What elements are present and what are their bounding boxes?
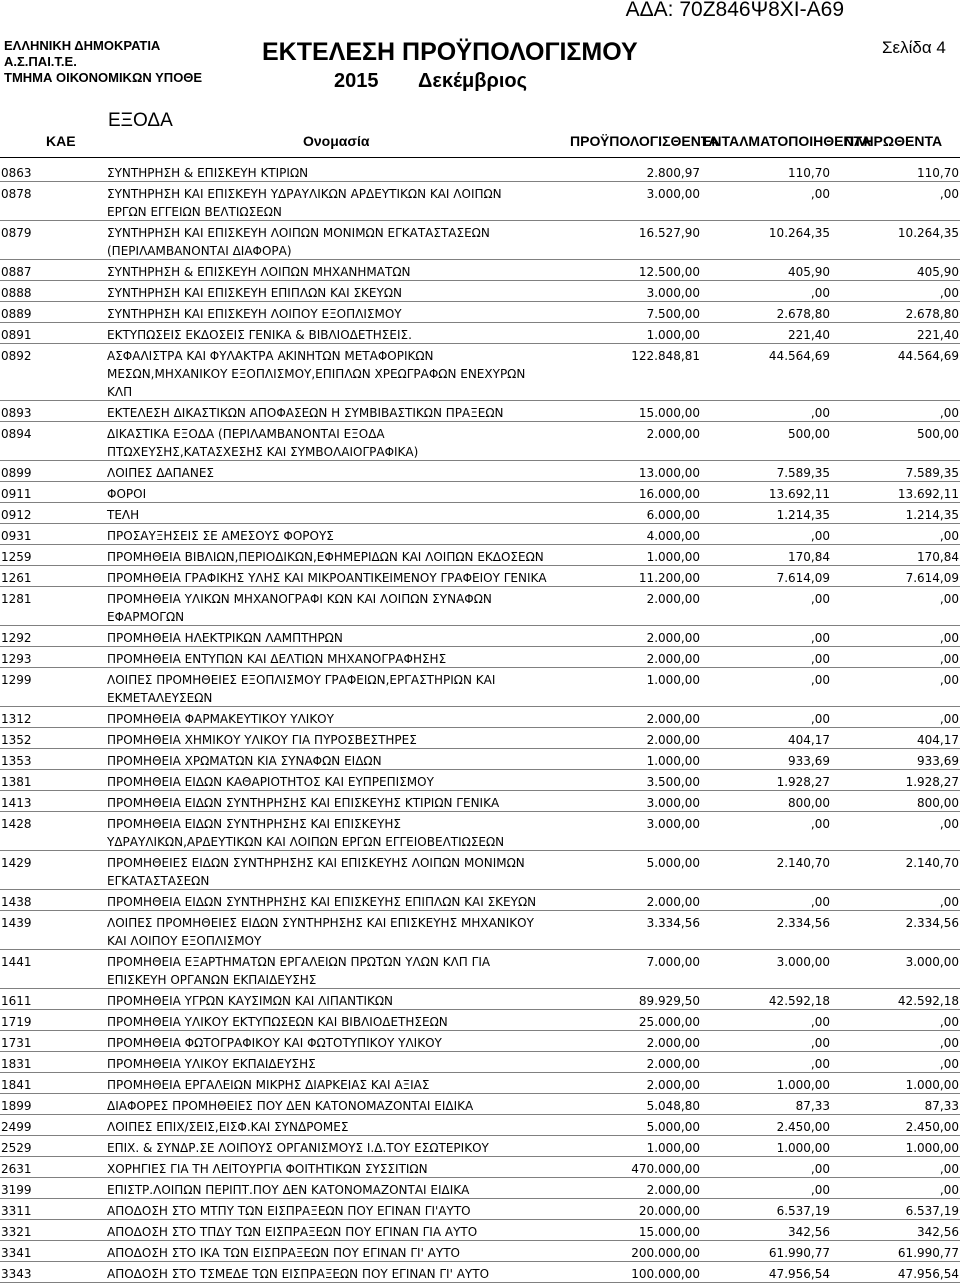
row-name: ΠΡΟΜΗΘΕΙΑ ΥΛΙΚΩΝ ΜΗΧΑΝΟΓΡΑΦΙ ΚΩΝ ΚΑΙ ΛΟΙΠΩΝ ΣΥΝΑΦΩΝ xyxy=(107,592,492,606)
table-row xyxy=(0,323,960,344)
table-row xyxy=(0,791,960,812)
row-paid: 7.614,09 xyxy=(905,571,959,585)
table-row xyxy=(0,281,960,302)
row-kae: 1413 xyxy=(1,796,32,810)
col-committed: ΕΝΤΑΛΜΑΤΟΠΟΙΗΘΕΝΤΑ xyxy=(702,133,872,149)
row-kae: 3311 xyxy=(1,1204,32,1218)
row-name: ΛΟΙΠΕΣ ΕΠΙΧ/ΣΕΙΣ,ΕΙΣΦ.ΚΑΙ ΣΥΝΔΡΟΜΕΣ xyxy=(107,1120,349,1134)
row-committed: ,00 xyxy=(810,406,830,420)
row-paid: 2.140,70 xyxy=(905,856,959,870)
row-name: ΣΥΝΤΗΡΗΣΗ & ΕΠΙΣΚΕΥΗ ΛΟΙΠΩΝ ΜΗΧΑΝΗΜΑΤΩΝ xyxy=(107,265,411,279)
row-name: ΠΡΟΜΗΘΕΙΑ ΦΩΤΟΓΡΑΦΙΚΟΥ ΚΑΙ ΦΩΤΟΤΥΠΙΚΟΥ ΥΛΙΚΟΥ xyxy=(107,1036,442,1050)
row-kae: 2631 xyxy=(1,1162,32,1176)
row-paid: ,00 xyxy=(939,712,959,726)
row-paid: 2.450,00 xyxy=(905,1120,959,1134)
section-title: ΕΞΟΔΑ xyxy=(108,110,173,131)
row-kae: 0889 xyxy=(1,307,32,321)
table-row xyxy=(0,587,960,626)
row-paid: 500,00 xyxy=(917,427,959,441)
row-paid: ,00 xyxy=(939,592,959,606)
org-line-2: Α.Σ.ΠΑΙ.Τ.Ε. xyxy=(4,54,77,69)
row-committed: ,00 xyxy=(810,1036,830,1050)
row-name: ΠΡΟΜΗΘΕΙΕΣ ΕΙΔΩΝ ΣΥΝΤΗΡΗΣΗΣ ΚΑΙ ΕΠΙΣΚΕΥΗΣ ΛΟΙΠΩΝ ΜΟΝΙΜΩΝ xyxy=(107,856,525,870)
row-committed: 1.214,35 xyxy=(776,508,830,522)
table-row xyxy=(0,161,960,182)
table-row xyxy=(0,770,960,791)
row-kae: 0888 xyxy=(1,286,32,300)
row-name-line2: ΠΤΩΧΕΥΣΗΣ,ΚΑΤΑΣΧΕΣΗΣ ΚΑΙ ΣΥΜΒΟΛΑΙΟΓΡΑΦΙΚΑ) xyxy=(107,445,419,459)
table-row xyxy=(0,851,960,890)
table-row xyxy=(0,545,960,566)
row-name-line2: ΕΦΑΡΜΟΓΩΝ xyxy=(107,610,185,624)
row-name: ΠΡΟΜΗΘΕΙΑ ΕΡΓΑΛΕΙΩΝ ΜΙΚΡΗΣ ΔΙΑΡΚΕΙΑΣ ΚΑΙ ΑΞΙΑΣ xyxy=(107,1078,430,1092)
row-budgeted: 3.500,00 xyxy=(646,775,700,789)
row-budgeted: 20.000,00 xyxy=(638,1204,700,1218)
row-kae: 1611 xyxy=(1,994,32,1008)
table-row xyxy=(0,1157,960,1178)
row-kae: 1299 xyxy=(1,673,32,687)
row-name: ΛΟΙΠΕΣ ΠΡΟΜΗΘΕΙΕΣ ΕΙΔΩΝ ΣΥΝΤΗΡΗΣΗΣ ΚΑΙ ΕΠΙΣΚΕΥΗΣ ΜΗΧΑΝΙΚΟΥ xyxy=(107,916,534,930)
row-budgeted: 5.000,00 xyxy=(646,1120,700,1134)
row-kae: 1261 xyxy=(1,571,32,585)
row-budgeted: 3.000,00 xyxy=(646,187,700,201)
row-paid: ,00 xyxy=(939,529,959,543)
row-budgeted: 7.500,00 xyxy=(646,307,700,321)
table-row xyxy=(0,1136,960,1157)
row-committed: ,00 xyxy=(810,1057,830,1071)
row-name: ΣΥΝΤΗΡΗΣΗ & ΕΠΙΣΚΕΥΗ ΚΤΙΡΙΩΝ xyxy=(107,166,309,180)
row-kae: 1731 xyxy=(1,1036,32,1050)
row-budgeted: 1.000,00 xyxy=(646,673,700,687)
row-committed: ,00 xyxy=(810,529,830,543)
row-name: ΣΥΝΤΗΡΗΣΗ ΚΑΙ ΕΠΙΣΚΕΥΗ ΕΠΙΠΛΩΝ ΚΑΙ ΣΚΕΥΩΝ xyxy=(107,286,402,300)
row-committed: ,00 xyxy=(810,652,830,666)
row-committed: ,00 xyxy=(810,592,830,606)
table-row xyxy=(0,890,960,911)
row-paid: 2.334,56 xyxy=(905,916,959,930)
row-kae: 1292 xyxy=(1,631,32,645)
row-paid: 13.692,11 xyxy=(897,487,959,501)
col-name: Ονομασία xyxy=(303,133,370,149)
table-row xyxy=(0,260,960,281)
row-paid: 404,17 xyxy=(917,733,959,747)
row-paid: 1.928,27 xyxy=(905,775,959,789)
row-budgeted: 16.527,90 xyxy=(638,226,700,240)
row-name: ΑΠΟΔΟΣΗ ΣΤΟ ΙΚΑ ΤΩΝ ΕΙΣΠΡΑΞΕΩΝ ΠΟΥ ΕΓΙΝΑΝ ΓΙ' ΑΥΤΟ xyxy=(107,1246,460,1260)
row-budgeted: 100.000,00 xyxy=(631,1267,700,1281)
row-name: ΠΡΟΜΗΘΕΙΑ ΦΑΡΜΑΚΕΥΤΙΚΟΥ ΥΛΙΚΟΥ xyxy=(107,712,334,726)
header-rule xyxy=(0,157,960,158)
row-committed: 342,56 xyxy=(788,1225,830,1239)
row-name: ΠΡΟΜΗΘΕΙΑ ΗΛΕΚΤΡΙΚΩΝ ΛΑΜΠΤΗΡΩΝ xyxy=(107,631,343,645)
row-kae: 3343 xyxy=(1,1267,32,1281)
row-kae: 3321 xyxy=(1,1225,32,1239)
row-committed: ,00 xyxy=(810,673,830,687)
row-name: ΑΠΟΔΟΣΗ ΣΤΟ ΤΠΔΥ ΤΩΝ ΕΙΣΠΡΑΞΕΩΝ ΠΟΥ ΕΓΙΝΑΝ ΓΙΑ ΑΥΤΟ xyxy=(107,1225,478,1239)
row-paid: ,00 xyxy=(939,1183,959,1197)
row-committed: 13.692,11 xyxy=(768,487,830,501)
row-budgeted: 2.000,00 xyxy=(646,592,700,606)
row-name: ΠΡΟΜΗΘΕΙΑ ΓΡΑΦΙΚΗΣ ΥΛΗΣ ΚΑΙ ΜΙΚΡΟΑΝΤΙΚΕΙΜΕΝΟΥ ΓΡΑΦΕΙΟΥ ΓΕΝΙΚΑ xyxy=(107,571,547,585)
table-row xyxy=(0,812,960,851)
row-name-line2: ΕΠΙΣΚΕΥΗ ΟΡΓΑΝΩΝ ΕΚΠΑΙΔΕΥΣΗΣ xyxy=(107,973,317,987)
row-name: ΔΙΚΑΣΤΙΚΑ ΕΞΟΔΑ (ΠΕΡΙΛΑΜΒΑΝΟΝΤΑΙ ΕΞΟΔΑ xyxy=(107,427,385,441)
table-row xyxy=(0,668,960,707)
table-row xyxy=(0,503,960,524)
row-name: ΠΡΟΜΗΘΕΙΑ ΕΙΔΩΝ ΣΥΝΤΗΡΗΣΗΣ ΚΑΙ ΕΠΙΣΚΕΥΗΣ ΕΠΙΠΛΩΝ ΚΑΙ ΣΚΕΥΩΝ xyxy=(107,895,537,909)
row-kae: 1281 xyxy=(1,592,32,606)
row-name: ΠΡΟΜΗΘΕΙΑ ΧΗΜΙΚΟΥ ΥΛΙΚΟΥ ΓΙΑ ΠΥΡΟΣΒΕΣΤΗΡΕΣ xyxy=(107,733,417,747)
table-row xyxy=(0,566,960,587)
table-row xyxy=(0,749,960,770)
row-budgeted: 2.000,00 xyxy=(646,712,700,726)
row-budgeted: 2.000,00 xyxy=(646,1183,700,1197)
table-row xyxy=(0,728,960,749)
row-kae: 0887 xyxy=(1,265,32,279)
row-committed: 1.000,00 xyxy=(776,1141,830,1155)
expense-table xyxy=(0,161,960,1283)
row-budgeted: 2.000,00 xyxy=(646,1078,700,1092)
row-paid: 1.214,35 xyxy=(905,508,959,522)
row-name: ΠΡΟΜΗΘΕΙΑ ΒΙΒΛΙΩΝ,ΠΕΡΙΟΔΙΚΩΝ,ΕΦΗΜΕΡΙΔΩΝ ΚΑΙ ΛΟΙΠΩΝ ΕΚΔΟΣΕΩΝ xyxy=(107,550,544,564)
row-name: ΠΡΟΜΗΘΕΙΑ ΥΓΡΩΝ ΚΑΥΣΙΜΩΝ ΚΑΙ ΛΙΠΑΝΤΙΚΩΝ xyxy=(107,994,394,1008)
row-paid: ,00 xyxy=(939,631,959,645)
row-kae: 1259 xyxy=(1,550,32,564)
row-committed: ,00 xyxy=(810,631,830,645)
row-kae: 0893 xyxy=(1,406,32,420)
table-row xyxy=(0,1010,960,1031)
row-committed: ,00 xyxy=(810,286,830,300)
row-paid: ,00 xyxy=(939,187,959,201)
row-kae: 1381 xyxy=(1,775,32,789)
table-row xyxy=(0,221,960,260)
row-committed: ,00 xyxy=(810,817,830,831)
row-name: ΕΚΤΕΛΕΣΗ ΔΙΚΑΣΤΙΚΩΝ ΑΠΟΦΑΣΕΩΝ Η ΣΥΜΒΙΒΑΣΤΙΚΩΝ ΠΡΑΞΕΩΝ xyxy=(107,406,504,420)
row-paid: 2.678,80 xyxy=(905,307,959,321)
row-budgeted: 7.000,00 xyxy=(646,955,700,969)
row-committed: 10.264,35 xyxy=(768,226,830,240)
row-name: ΠΡΟΜΗΘΕΙΑ ΥΛΙΚΟΥ ΕΚΠΑΙΔΕΥΣΗΣ xyxy=(107,1057,316,1071)
row-kae: 2529 xyxy=(1,1141,32,1155)
row-committed: 61.990,77 xyxy=(768,1246,830,1260)
row-budgeted: 89.929,50 xyxy=(638,994,700,1008)
row-budgeted: 1.000,00 xyxy=(646,1141,700,1155)
row-budgeted: 11.200,00 xyxy=(638,571,700,585)
row-name: ΠΡΟΣΑΥΞΗΣΕΙΣ ΣΕ ΑΜΕΣΟΥΣ ΦΟΡΟΥΣ xyxy=(107,529,334,543)
row-budgeted: 16.000,00 xyxy=(638,487,700,501)
row-name-line3: ΚΛΠ xyxy=(107,385,133,399)
table-row xyxy=(0,344,960,401)
table-row xyxy=(0,524,960,545)
row-budgeted: 2.000,00 xyxy=(646,631,700,645)
row-committed: ,00 xyxy=(810,1162,830,1176)
table-row xyxy=(0,1178,960,1199)
row-paid: ,00 xyxy=(939,1036,959,1050)
row-committed: ,00 xyxy=(810,1183,830,1197)
row-paid: 933,69 xyxy=(917,754,959,768)
row-budgeted: 2.800,97 xyxy=(646,166,700,180)
row-kae: 2499 xyxy=(1,1120,32,1134)
row-budgeted: 2.000,00 xyxy=(646,1036,700,1050)
table-row xyxy=(0,401,960,422)
table-row xyxy=(0,422,960,461)
row-committed: ,00 xyxy=(810,1015,830,1029)
row-kae: 3199 xyxy=(1,1183,32,1197)
row-budgeted: 5.048,80 xyxy=(646,1099,700,1113)
row-committed: 6.537,19 xyxy=(776,1204,830,1218)
row-budgeted: 13.000,00 xyxy=(638,466,700,480)
table-row xyxy=(0,950,960,989)
table-row xyxy=(0,1220,960,1241)
row-name-line2: ΜΕΣΩΝ,ΜΗΧΑΝΙΚΟΥ ΕΞΟΠΛΙΣΜΟΥ,ΕΠΙΠΛΩΝ ΧΡΕΩΓΡΑΦΩΝ ΕΝΕΧΥΡΩΝ xyxy=(107,367,526,381)
report-month: Δεκέμβριος xyxy=(418,70,528,92)
row-name: ΣΥΝΤΗΡΗΣΗ ΚΑΙ ΕΠΙΣΚΕΥΗ ΛΟΙΠΟΥ ΕΞΟΠΛΙΣΜΟΥ xyxy=(107,307,402,321)
report-title: ΕΚΤΕΛΕΣΗ ΠΡΟΫΠΟΛΟΓΙΣΜΟΥ xyxy=(262,38,638,66)
row-kae: 0931 xyxy=(1,529,32,543)
row-paid: 800,00 xyxy=(917,796,959,810)
row-budgeted: 1.000,00 xyxy=(646,328,700,342)
row-budgeted: 1.000,00 xyxy=(646,550,700,564)
row-paid: 3.000,00 xyxy=(905,955,959,969)
row-paid: ,00 xyxy=(939,406,959,420)
row-paid: ,00 xyxy=(939,817,959,831)
row-paid: ,00 xyxy=(939,895,959,909)
table-row xyxy=(0,1262,960,1283)
row-budgeted: 12.500,00 xyxy=(638,265,700,279)
row-budgeted: 3.334,56 xyxy=(646,916,700,930)
row-budgeted: 1.000,00 xyxy=(646,754,700,768)
row-paid: 42.592,18 xyxy=(897,994,959,1008)
row-kae: 1429 xyxy=(1,856,32,870)
row-paid: 110,70 xyxy=(917,166,959,180)
col-kae: ΚΑΕ xyxy=(46,133,76,149)
row-kae: 1312 xyxy=(1,712,32,726)
row-budgeted: 200.000,00 xyxy=(631,1246,700,1260)
table-row xyxy=(0,911,960,950)
table-row xyxy=(0,1094,960,1115)
row-paid: 10.264,35 xyxy=(897,226,959,240)
row-paid: 170,84 xyxy=(917,550,959,564)
table-row xyxy=(0,707,960,728)
row-paid: ,00 xyxy=(939,1162,959,1176)
row-name: ΠΡΟΜΗΘΕΙΑ ΕΝΤΥΠΩΝ ΚΑΙ ΔΕΛΤΙΩΝ ΜΗΧΑΝΟΓΡΑΦΗΣΗΣ xyxy=(107,652,447,666)
table-row xyxy=(0,1052,960,1073)
row-budgeted: 4.000,00 xyxy=(646,529,700,543)
row-kae: 1293 xyxy=(1,652,32,666)
table-row xyxy=(0,461,960,482)
ada-code: ΑΔΑ: 70Ζ846Ψ8ΧΙ-Α69 xyxy=(625,0,844,21)
row-name: ΤΕΛΗ xyxy=(107,508,140,522)
row-name: ΠΡΟΜΗΘΕΙΑ ΕΞΑΡΤΗΜΑΤΩΝ ΕΡΓΑΛΕΙΩΝ ΠΡΩΤΩΝ ΥΛΩΝ ΚΛΠ ΓΙΑ xyxy=(107,955,491,969)
row-paid: 47.956,54 xyxy=(897,1267,959,1281)
row-kae: 0863 xyxy=(1,166,32,180)
org-line-3: ΤΜΗΜΑ ΟΙΚΟΝΟΜΙΚΩΝ ΥΠΟΘΕ xyxy=(4,70,203,85)
row-budgeted: 122.848,81 xyxy=(631,349,700,363)
row-committed: 1.000,00 xyxy=(776,1078,830,1092)
row-kae: 0892 xyxy=(1,349,32,363)
org-line-1: ΕΛΛΗΝΙΚΗ ΔΗΜΟΚΡΑΤΙΑ xyxy=(4,38,161,53)
report-year: 2015 xyxy=(334,70,379,92)
row-committed: 44.564,69 xyxy=(768,349,830,363)
row-kae: 1719 xyxy=(1,1015,32,1029)
row-budgeted: 3.000,00 xyxy=(646,817,700,831)
col-budgeted: ΠΡΟΫΠΟΛΟΓΙΣΘΕΝΤΑ xyxy=(570,133,719,149)
row-budgeted: 2.000,00 xyxy=(646,652,700,666)
row-budgeted: 15.000,00 xyxy=(638,406,700,420)
row-kae: 0912 xyxy=(1,508,32,522)
row-budgeted: 2.000,00 xyxy=(646,427,700,441)
row-kae: 0899 xyxy=(1,466,32,480)
row-name: ΣΥΝΤΗΡΗΣΗ ΚΑΙ ΕΠΙΣΚΕΥΗ ΛΟΙΠΩΝ ΜΟΝΙΜΩΝ ΕΓΚΑΤΑΣΤΑΣΕΩΝ xyxy=(107,226,490,240)
row-committed: 404,17 xyxy=(788,733,830,747)
row-name: ΑΣΦΑΛΙΣΤΡΑ ΚΑΙ ΦΥΛΑΚΤΡΑ ΑΚΙΝΗΤΩΝ ΜΕΤΑΦΟΡΙΚΩΝ xyxy=(107,349,434,363)
row-paid: 61.990,77 xyxy=(897,1246,959,1260)
row-budgeted: 3.000,00 xyxy=(646,286,700,300)
row-name: ΑΠΟΔΟΣΗ ΣΤΟ ΜΤΠΥ ΤΩΝ ΕΙΣΠΡΑΞΕΩΝ ΠΟΥ ΕΓΙΝΑΝ ΓΙ'ΑΥΤΟ xyxy=(107,1204,471,1218)
row-paid: 1.000,00 xyxy=(905,1078,959,1092)
row-name: ΕΠΙΧ. & ΣΥΝΔΡ.ΣΕ ΛΟΙΠΟΥΣ ΟΡΓΑΝΙΣΜΟΥΣ Ι.Δ.ΤΟΥ ΕΣΩΤΕΡΙΚΟΥ xyxy=(107,1141,489,1155)
table-row xyxy=(0,1115,960,1136)
row-kae: 1831 xyxy=(1,1057,32,1071)
row-budgeted: 2.000,00 xyxy=(646,1057,700,1071)
row-paid: 221,40 xyxy=(917,328,959,342)
row-kae: 0911 xyxy=(1,487,32,501)
row-kae: 1352 xyxy=(1,733,32,747)
row-paid: ,00 xyxy=(939,673,959,687)
col-paid: ΠΛΗΡΩΘΕΝΤΑ xyxy=(844,133,943,149)
row-paid: ,00 xyxy=(939,286,959,300)
row-name: ΠΡΟΜΗΘΕΙΑ ΕΙΔΩΝ ΣΥΝΤΗΡΗΣΗΣ ΚΑΙ ΕΠΙΣΚΕΥΗΣ xyxy=(107,817,402,831)
row-name-line2: ΚΑΙ ΛΟΙΠΟΥ ΕΞΟΠΛΙΣΜΟΥ xyxy=(107,934,262,948)
row-kae: 3341 xyxy=(1,1246,32,1260)
row-name: ΠΡΟΜΗΘΕΙΑ ΥΛΙΚΟΥ ΕΚΤΥΠΩΣΕΩΝ ΚΑΙ ΒΙΒΛΙΟΔΕΤΗΣΕΩΝ xyxy=(107,1015,448,1029)
row-paid: ,00 xyxy=(939,1015,959,1029)
row-kae: 1428 xyxy=(1,817,32,831)
table-row xyxy=(0,182,960,221)
row-kae: 1353 xyxy=(1,754,32,768)
row-name: ΧΟΡΗΓΙΕΣ ΓΙΑ ΤΗ ΛΕΙΤΟΥΡΓΙΑ ΦΟΙΤΗΤΙΚΩΝ ΣΥΣΣΙΤΙΩΝ xyxy=(107,1162,428,1176)
row-committed: 221,40 xyxy=(788,328,830,342)
row-name-line2: ΕΓΚΑΤΑΣΤΑΣΕΩΝ xyxy=(107,874,210,888)
row-name: ΣΥΝΤΗΡΗΣΗ ΚΑΙ ΕΠΙΣΚΕΥΗ ΥΔΡΑΥΛΙΚΩΝ ΑΡΔΕΥΤΙΚΩΝ ΚΑΙ ΛΟΙΠΩΝ xyxy=(107,187,502,201)
table-row xyxy=(0,1199,960,1220)
row-kae: 1841 xyxy=(1,1078,32,1092)
row-committed: 110,70 xyxy=(788,166,830,180)
row-name: ΑΠΟΔΟΣΗ ΣΤΟ ΤΣΜΕΔΕ ΤΩΝ ΕΙΣΠΡΑΞΕΩΝ ΠΟΥ ΕΓΙΝΑΝ ΓΙ' ΑΥΤΟ xyxy=(107,1267,490,1281)
row-kae: 0878 xyxy=(1,187,32,201)
row-kae: 1439 xyxy=(1,916,32,930)
row-name: ΛΟΙΠΕΣ ΠΡΟΜΗΘΕΙΕΣ ΕΞΟΠΛΙΣΜΟΥ ΓΡΑΦΕΙΩΝ,ΕΡΓΑΣΤΗΡΙΩΝ ΚΑΙ xyxy=(107,673,496,687)
row-budgeted: 2.000,00 xyxy=(646,895,700,909)
row-committed: ,00 xyxy=(810,895,830,909)
row-paid: ,00 xyxy=(939,1057,959,1071)
row-committed: 7.589,35 xyxy=(776,466,830,480)
row-budgeted: 5.000,00 xyxy=(646,856,700,870)
row-budgeted: 15.000,00 xyxy=(638,1225,700,1239)
row-paid: 6.537,19 xyxy=(905,1204,959,1218)
row-kae: 1441 xyxy=(1,955,32,969)
row-kae: 0879 xyxy=(1,226,32,240)
table-row xyxy=(0,1073,960,1094)
row-committed: 500,00 xyxy=(788,427,830,441)
row-committed: 47.956,54 xyxy=(768,1267,830,1281)
row-budgeted: 3.000,00 xyxy=(646,796,700,810)
row-name-line2: ΕΡΓΩΝ ΕΓΓΕΙΩΝ ΒΕΛΤΙΩΣΕΩΝ xyxy=(107,205,282,219)
row-kae: 0891 xyxy=(1,328,32,342)
table-row xyxy=(0,302,960,323)
row-committed: ,00 xyxy=(810,187,830,201)
row-budgeted: 2.000,00 xyxy=(646,733,700,747)
row-committed: 42.592,18 xyxy=(768,994,830,1008)
row-committed: 1.928,27 xyxy=(776,775,830,789)
row-committed: 2.334,56 xyxy=(776,916,830,930)
row-kae: 1438 xyxy=(1,895,32,909)
row-name: ΔΙΑΦΟΡΕΣ ΠΡΟΜΗΘΕΙΕΣ ΠΟΥ ΔΕΝ ΚΑΤΟΝΟΜΑΖΟΝΤΑΙ ΕΙΔΙΚΑ xyxy=(107,1099,474,1113)
row-paid: 1.000,00 xyxy=(905,1141,959,1155)
table-row xyxy=(0,647,960,668)
row-budgeted: 25.000,00 xyxy=(638,1015,700,1029)
row-budgeted: 470.000,00 xyxy=(631,1162,700,1176)
row-committed: 87,33 xyxy=(795,1099,830,1113)
row-kae: 1899 xyxy=(1,1099,32,1113)
table-row xyxy=(0,1031,960,1052)
table-row xyxy=(0,1241,960,1262)
row-committed: 2.140,70 xyxy=(776,856,830,870)
row-name: ΠΡΟΜΗΘΕΙΑ ΕΙΔΩΝ ΚΑΘΑΡΙΟΤΗΤΟΣ ΚΑΙ ΕΥΠΡΕΠΙΣΜΟΥ xyxy=(107,775,434,789)
row-committed: ,00 xyxy=(810,712,830,726)
row-committed: 2.450,00 xyxy=(776,1120,830,1134)
row-name: ΕΚΤΥΠΩΣΕΙΣ ΕΚΔΟΣΕΙΣ ΓΕΝΙΚΑ & ΒΙΒΛΙΟΔΕΤΗΣΕΙΣ. xyxy=(107,328,412,342)
row-committed: 800,00 xyxy=(788,796,830,810)
table-row xyxy=(0,626,960,647)
row-committed: 405,90 xyxy=(788,265,830,279)
row-name-line2: (ΠΕΡΙΛΑΜΒΑΝΟΝΤΑΙ ΔΙΑΦΟΡΑ) xyxy=(107,244,292,258)
row-paid: 405,90 xyxy=(917,265,959,279)
row-budgeted: 6.000,00 xyxy=(646,508,700,522)
row-name: ΠΡΟΜΗΘΕΙΑ ΧΡΩΜΑΤΩΝ ΚΙΑ ΣΥΝΑΦΩΝ ΕΙΔΩΝ xyxy=(107,754,382,768)
row-committed: 7.614,09 xyxy=(776,571,830,585)
row-committed: 3.000,00 xyxy=(776,955,830,969)
row-committed: 170,84 xyxy=(788,550,830,564)
row-committed: 2.678,80 xyxy=(776,307,830,321)
row-name-line2: ΥΔΡΑΥΛΙΚΩΝ,ΑΡΔΕΥΤΙΚΩΝ ΚΑΙ ΛΟΙΠΩΝ ΕΡΓΩΝ ΕΓΓΕΙΟΒΕΛΤΙΩΣΕΩΝ xyxy=(107,835,505,849)
row-name: ΠΡΟΜΗΘΕΙΑ ΕΙΔΩΝ ΣΥΝΤΗΡΗΣΗΣ ΚΑΙ ΕΠΙΣΚΕΥΗΣ ΚΤΙΡΙΩΝ ΓΕΝΙΚΑ xyxy=(107,796,500,810)
row-paid: 7.589,35 xyxy=(905,466,959,480)
row-name: ΛΟΙΠΕΣ ΔΑΠΑΝΕΣ xyxy=(107,466,214,480)
row-paid: ,00 xyxy=(939,652,959,666)
row-paid: 44.564,69 xyxy=(897,349,959,363)
row-committed: 933,69 xyxy=(788,754,830,768)
table-row xyxy=(0,482,960,503)
row-name: ΦΟΡΟΙ xyxy=(107,487,147,501)
row-paid: 87,33 xyxy=(924,1099,959,1113)
page-number: Σελίδα 4 xyxy=(882,38,946,57)
row-paid: 342,56 xyxy=(917,1225,959,1239)
row-name: ΕΠΙΣΤΡ.ΛΟΙΠΩΝ ΠΕΡΙΠΤ.ΠΟΥ ΔΕΝ ΚΑΤΟΝΟΜΑΖΟΝΤΑΙ ΕΙΔΙΚΑ xyxy=(107,1183,470,1197)
row-name-line2: ΕΚΜΕΤΑΛΕΥΣΕΩΝ xyxy=(107,691,213,705)
table-row xyxy=(0,989,960,1010)
row-kae: 0894 xyxy=(1,427,32,441)
